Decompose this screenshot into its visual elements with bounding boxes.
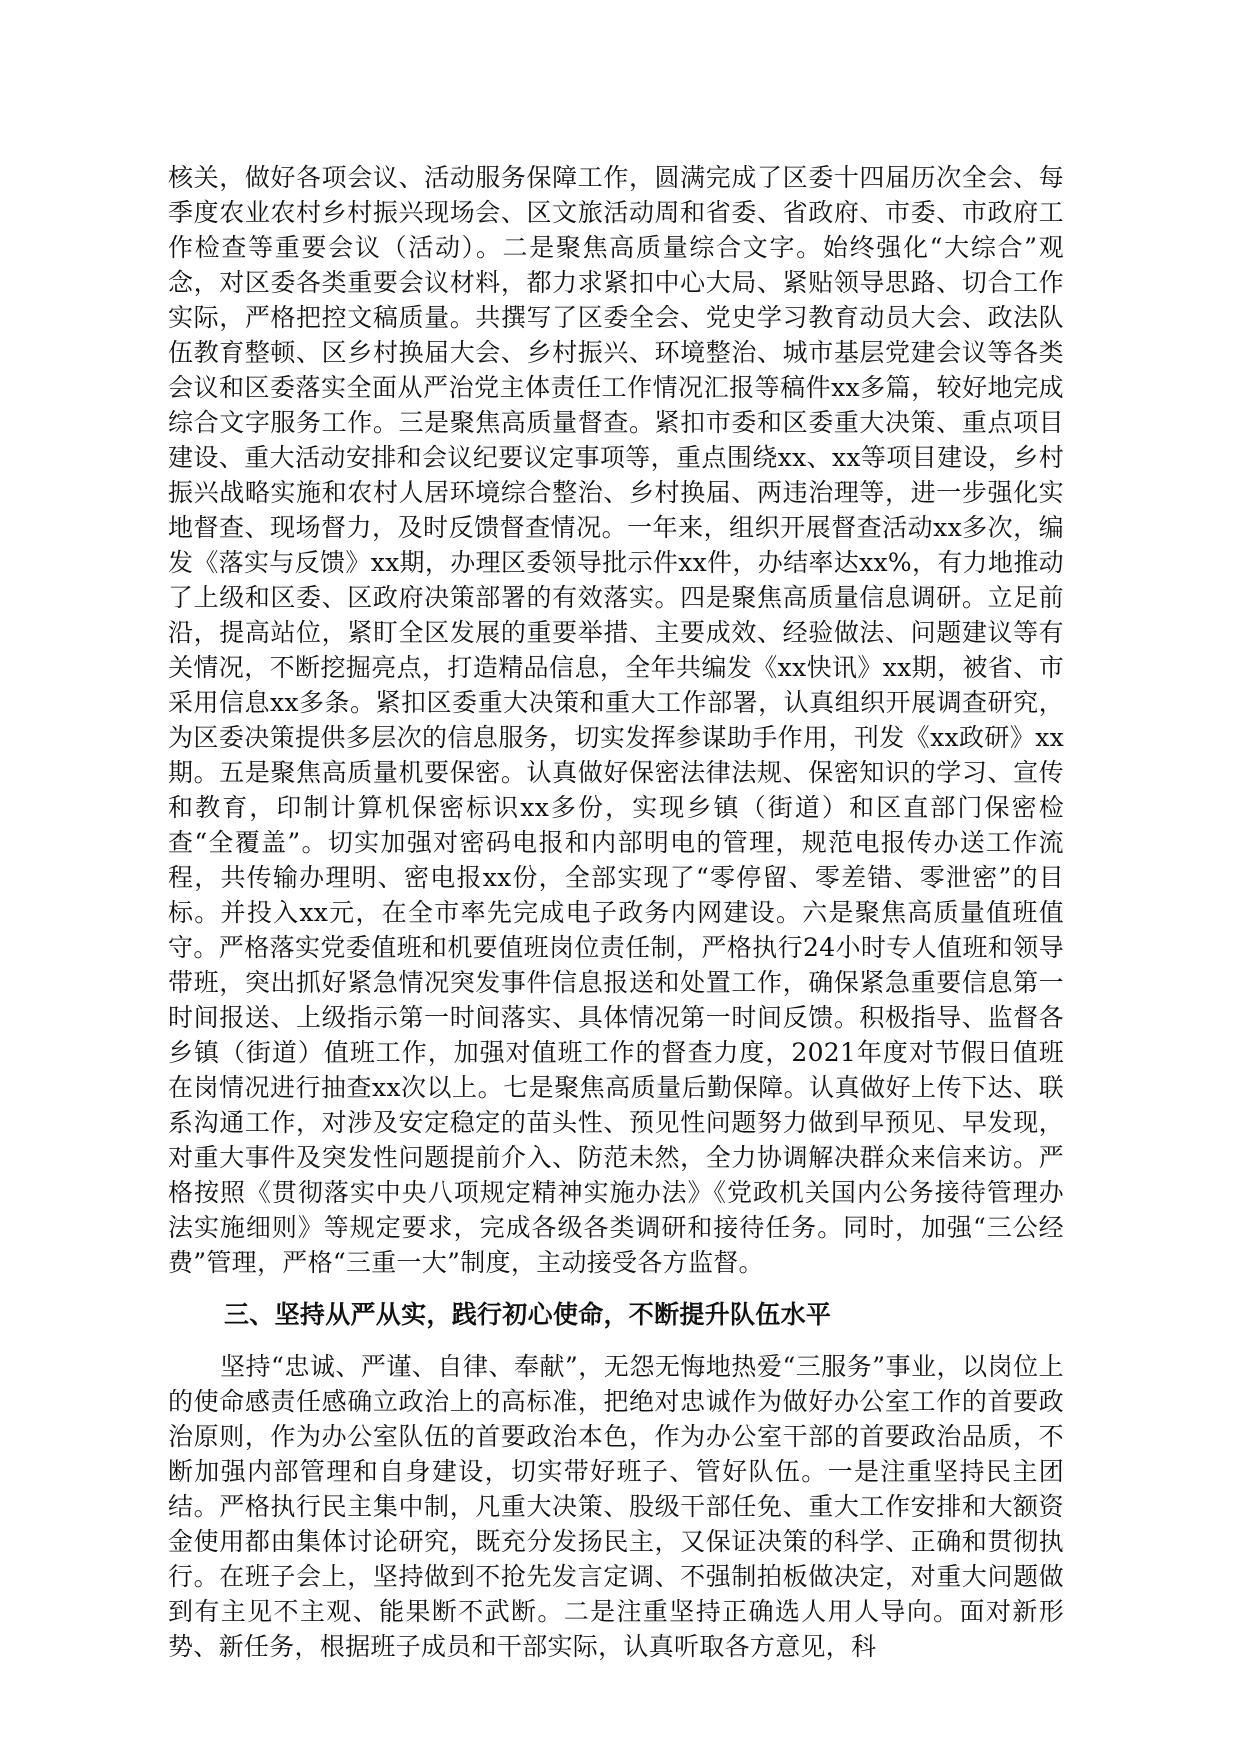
body-paragraph: 坚持“忠诚、严谨、自律、奉献”，无怨无悔地热爱“三服务”事业，以岗位上的使命感责任感确立政治上的高标准，把绝对忠诚作为做好办公室工作的首要政治原则，作为办公室队伍的首要政治本色，作为办公室干部的首要政治品质，不断加强内部管理和自身建设，切实带好班子、管好队伍。一是注重坚持民主团结。严格执行民主集中制，凡重大决策、股级干部任免、重大工作安排和大额资金使用都由集体讨论研究，既充分发扬民主，又保证决策的科学、正确和贯彻执行。在班子会上，坚持做到不抢先发言定调、不强制拍板做决定，对重大问题做到有主见不主观、能果断不武断。二是注重坚持正确选人用人导向。面对新形势、新任务，根据班子成员和干部实际，认真听取各方意见，科 bbox=[168, 1352, 1064, 1661]
body-paragraph-continued: 核关，做好各项会议、活动服务保障工作，圆满完成了区委十四届历次全会、每季度农业农村乡村振兴现场会、区文旅活动周和省委、省政府、市委、市政府工作检查等重要会议（活动）。二是聚焦高质量综合文字。始终强化“大综合”观念，对区委各类重要会议材料，都力求紧扣中心大局、紧贴领导思路、切合工作实际，严格把控文稿质量。共撰写了区委全会、党史学习教育动员大会、政法队伍教育整顿、区乡村换届大会、乡村振兴、环境整治、城市基层党建会议等各类会议和区委落实全面从严治党主体责任工作情况汇报等稿件xx多篇，较好地完成综合文字服务工作。三是聚焦高质量督查。紧扣市委和区委重大决策、重点项目建设、重大活动安排和会议纪要议定事项等，重点围绕xx、xx等项目建设，乡村振兴战略实施和农村人居环境综合整治、乡村换届、两违治理等，进一步强化实地督查、现场督力，及时反馈督查情况。一年来，组织开展督查活动xx多次，编发《落实与反馈》xx期，办理区委领导批示件xx件，办结率达xx%，有力地推动了上级和区委、区政府决策部署的有效落实。四是聚焦高质量信息调研。立足前沿，提高站位，紧盯全区发展的重要举措、主要成效、经验做法、问题建议等有关情况，不断挖掘亮点，打造精品信息，全年共编发《xx快讯》xx期，被省、市采用信息xx多条。紧扣区委重大决策和重大工作部署，认真组织开展调查研究，为区委决策提供多层次的信息服务，切实发挥参谋助手作用，刊发《xx政研》xx期。五是聚焦高质量机要保密。认真做好保密法律法规、保密知识的学习、宣传和教育，印制计算机保密标识xx多份，实现乡镇（街道）和区直部门保密检查“全覆盖”。切实加强对密码电报和内部明电的管理，规范电报传办送工作流程，共传输办理明、密电报xx份，全部实现了“零停留、零差错、零泄密”的目标。并投入xx元，在全市率先完成电子政务内网建设。六是聚焦高质量值班值守。严格落实党委值班和机要值班岗位责任制，严格执行24小时专人值班和领导带班，突出抓好紧急情况突发事件信息报送和处置工作，确保紧急重要信息第一时间报送、上级指示第一时间落实、具体情况第一时间反馈。积极指导、监督各乡镇（街道）值班工作，加强对值班工作的督查力度，2021年度对节假日值班在岗情况进行抽查xx次以上。七是聚焦高质量后勤保障。认真做好上传下达、联系沟通工作，对涉及安定稳定的苗头性、预见性问题努力做到早预见、早发现，对重大事件及突发性问题提前介入、防范未然，全力协调解决群众来信来访。严格按照《贯彻落实中央八项规定精神实施办法》《党政机关国内公务接待管理办法实施细则》等规定要求，完成各级各类调研和接待任务。同时，加强“三公经费”管理，严格“三重一大”制度，主动接受各方监督。 bbox=[168, 163, 1064, 1277]
document-body bbox=[168, 160, 1064, 1664]
section-heading-3: 三、坚持从严从实，践行初心使命，不断提升队伍水平 bbox=[224, 1300, 832, 1329]
